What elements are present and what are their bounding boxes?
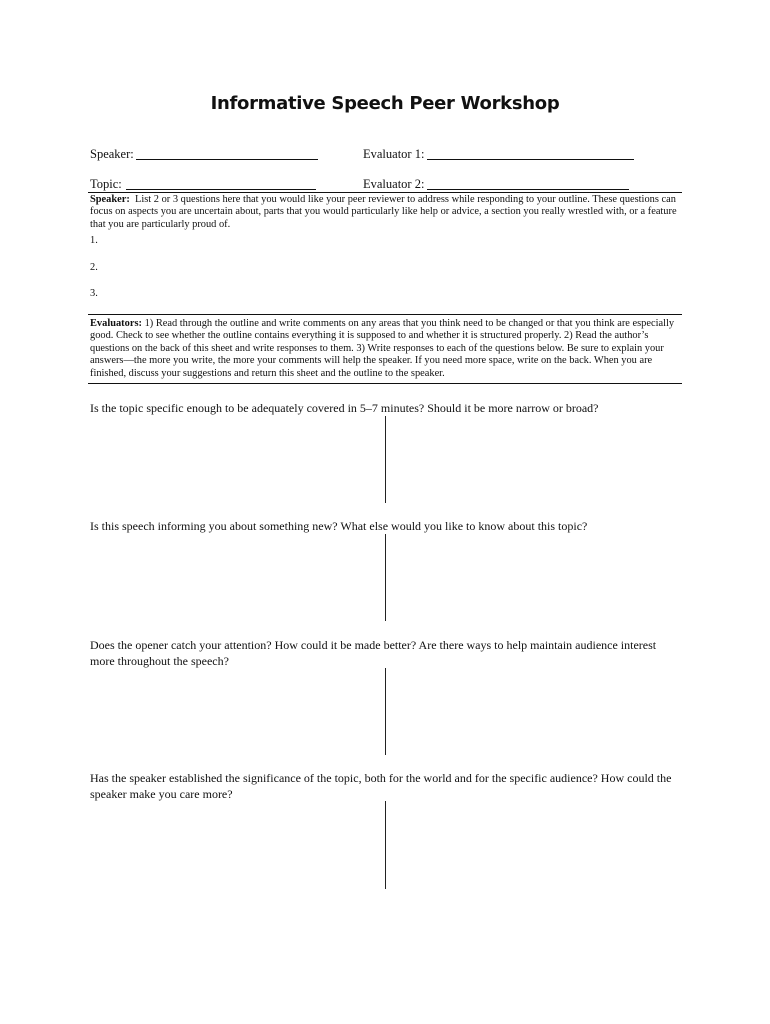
author-question-1: 1. bbox=[90, 235, 98, 246]
response-divider-2 bbox=[385, 534, 386, 621]
topic-label: Topic: bbox=[90, 177, 122, 191]
page-title: Informative Speech Peer Workshop bbox=[210, 93, 560, 114]
evaluator2-label: Evaluator 2: bbox=[363, 177, 425, 191]
section-divider-top bbox=[88, 192, 682, 193]
question-1: Is the topic specific enough to be adequately covered in 5–7 minutes? Should it be more narrow or broad? bbox=[90, 401, 599, 415]
response-divider-3 bbox=[385, 668, 386, 755]
topic-line[interactable] bbox=[126, 189, 316, 190]
question-4: Has the speaker established the significance of the topic, both for the world and for the specific audience? How could the speaker make you care more? bbox=[90, 771, 672, 801]
question-3: Does the opener catch your attention? How could it be made better? Are there ways to help maintain audience interest more throughout the speech? bbox=[90, 638, 657, 668]
author-question-3: 3. bbox=[90, 288, 98, 299]
speaker-instructions bbox=[90, 194, 682, 231]
speaker-heading: Speaker: bbox=[90, 194, 130, 205]
author-question-2: 2. bbox=[90, 262, 98, 273]
evaluator1-label: Evaluator 1: bbox=[363, 147, 425, 161]
speaker-instructions-text: List 2 or 3 questions here that you would like your peer reviewer to address while responding to your outline. These questions can focus on aspects you are uncertain about, parts that you would particularly like help or advice, a section you really wrestled with, or a feature that you are particularly proud of. bbox=[90, 194, 677, 230]
section-divider-bottom bbox=[88, 383, 682, 384]
evaluator1-name-line[interactable] bbox=[427, 159, 634, 160]
section-divider-middle bbox=[88, 314, 682, 315]
speaker-name-line[interactable] bbox=[136, 159, 318, 160]
evaluators-instructions bbox=[90, 318, 682, 380]
evaluators-heading: Evaluators: bbox=[90, 318, 142, 329]
evaluators-instructions-text: 1) Read through the outline and write comments on any areas that you think need to be changed or that you think are especially good. Check to see whether the outline contains everything it is supposed to and whether it is structured properly. 2) Read the author’s questions on the back of this sheet and write responses to them. 3) Write responses to each of the questions below. Be sure to explain your answers—the more you write, the more your comments will help the speaker. If you need more space, write on the back. When you are finished, discuss your suggestions and return this sheet and the outline to the speaker. bbox=[90, 318, 675, 379]
evaluator2-name-line[interactable] bbox=[427, 189, 629, 190]
question-2: Is this speech informing you about something new? What else would you like to know about this topic? bbox=[90, 519, 588, 533]
response-divider-1 bbox=[385, 416, 386, 503]
speaker-label: Speaker: bbox=[90, 147, 134, 161]
response-divider-4 bbox=[385, 801, 386, 889]
